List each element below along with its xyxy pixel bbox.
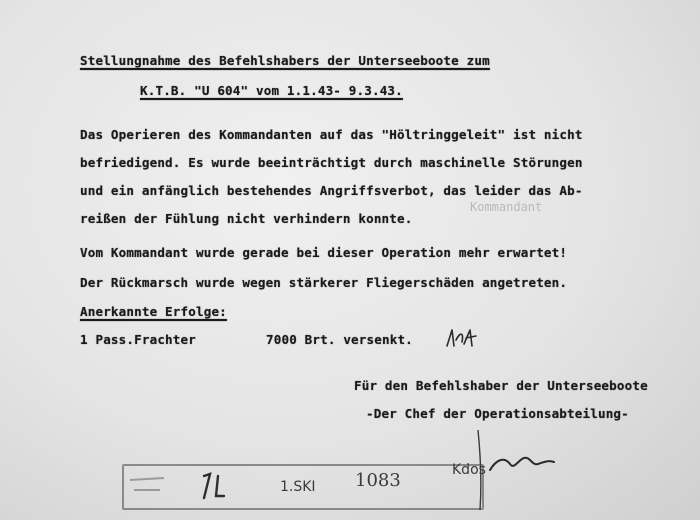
successes-heading: Anerkannte Erfolge: — [80, 304, 227, 319]
signature-line-1: Für den Befehlshaber der Unterseeboote — [354, 378, 648, 393]
signature-line-2: -Der Chef der Operationsabteilung- — [366, 406, 629, 421]
body-line-2: befriedigend. Es wurde beeinträchtigt durch maschinelle Störungen — [80, 155, 583, 170]
stamp-suffix: Kdos — [452, 462, 486, 478]
expectation-line: Vom Kommandant wurde gerade bei dieser Operation mehr erwartet! — [80, 245, 568, 260]
body-line-1: Das Operieren des Kommandanten auf das "Höltringgeleit" ist nicht — [80, 127, 583, 142]
body-line-3: und ein anfänglich bestehendes Angriffsverbot, das leider das Ab- — [80, 183, 583, 198]
bleed-through-text: Kommandant — [470, 200, 543, 214]
handwritten-signature-mark — [420, 430, 600, 510]
document-title-line-1: Stellungnahme des Befehlshabers der Unterseeboote zum — [80, 53, 490, 68]
stamp-faded-text-mark — [124, 466, 244, 506]
document-title-line-2: K.T.B. "U 604" vom 1.1.43- 9.3.43. — [140, 83, 403, 98]
success-item-type: 1 Pass.Frachter — [80, 332, 196, 347]
stamp-number: 1083 — [355, 470, 401, 491]
return-line: Der Rückmarsch wurde wegen stärkerer Fliegerschäden angetreten. — [80, 275, 568, 290]
success-item-tonnage: 7000 Brt. versenkt. — [266, 332, 413, 347]
body-line-4: reißen der Fühlung nicht verhindern konnte. — [80, 211, 413, 226]
handwritten-initials-mark — [444, 326, 478, 350]
stamp-prefix: 1.SKI — [280, 479, 316, 495]
